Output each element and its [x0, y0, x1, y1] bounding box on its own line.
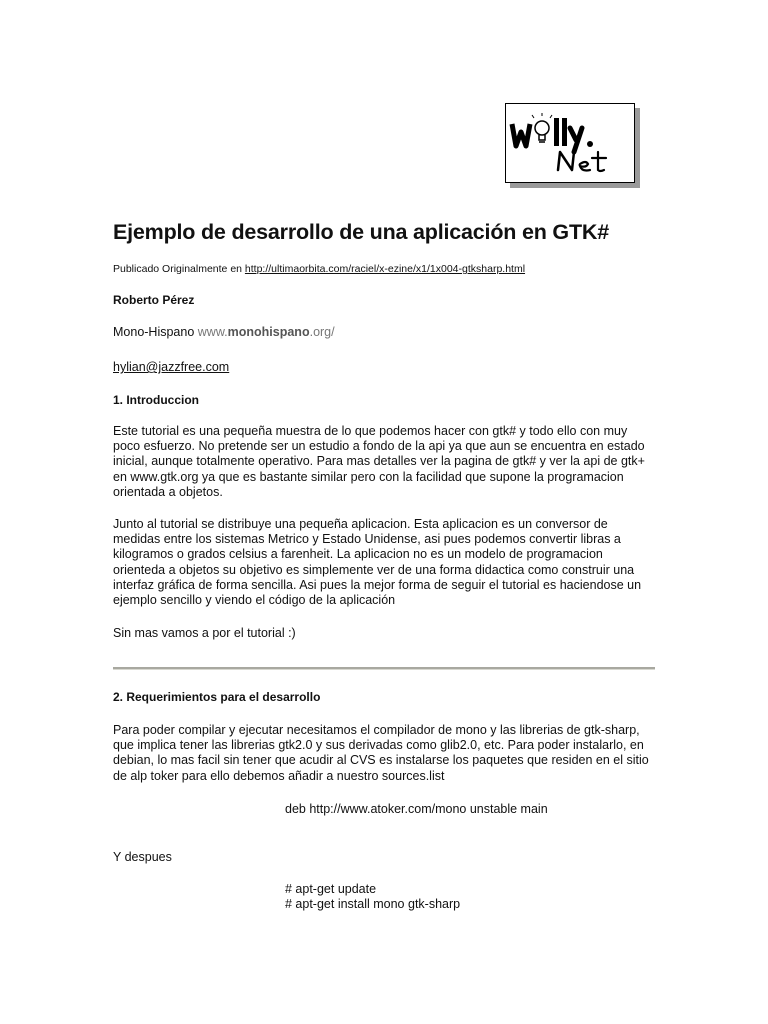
sources-list-code	[285, 802, 548, 817]
intro-paragraph-1	[113, 424, 645, 500]
paragraph-line: ejemplo sencillo y viendo el código de la aplicación	[113, 593, 396, 608]
published-prefix: Publicado Originalmente en	[113, 263, 245, 275]
paragraph-line: debian, lo mas facil sin tener que acudir al CVS es instalarse los paquetes que residen en el sitio	[113, 753, 649, 768]
paragraph-line: medidas entre los sistemas Metrico y Estado Unidense, asi pues podemos convertir libras a	[113, 532, 621, 547]
author-email-link[interactable]: hylian@jazzfree.com	[113, 360, 230, 374]
organization-name: Mono-Hispano	[113, 325, 198, 339]
paragraph-line: orienteda a objetos su objetivo es simplemente ver de una forma didactica como construir una	[113, 562, 635, 577]
code-line: deb http://www.atoker.com/mono unstable main	[285, 802, 548, 816]
paragraph-line: orientada a objetos.	[113, 484, 223, 499]
paragraph-line: interfaz gráfica de forma sencilla. Asi pues la mejor forma de seguir el tutorial es haciendose un	[113, 577, 642, 592]
requirements-paragraph	[113, 723, 649, 784]
organization-line	[113, 325, 335, 339]
section-divider	[113, 667, 655, 670]
paragraph-line: poco esfuerzo. No pretende ser un estudio a fondo de la api ya que aun se encuentra en estado	[113, 439, 645, 454]
paragraph-line: inicial, aunque totalmente operativo. Para mas detalles ver la pagina de gtk# y ver la api de gtk+	[113, 454, 645, 469]
paragraph-line: de alp toker para ello debemos añadir a nuestro sources.list	[113, 768, 445, 783]
published-line	[113, 263, 525, 275]
paragraph-line: Para poder compilar y ejecutar necesitamos el compilador de mono y las librerias de gtk-sharp,	[113, 723, 640, 737]
document-title: Ejemplo de desarrollo de una aplicación en GTK#	[113, 220, 609, 244]
then-text	[113, 850, 172, 865]
section-2-heading: 2. Requerimientos para el desarrollo	[113, 690, 321, 704]
wollynet-logo	[505, 103, 635, 183]
wollynet-logo-image	[506, 104, 634, 182]
paragraph-line: kilogramos o grados celsius a farenheit. La aplicacion no es un modelo de programacion	[113, 547, 603, 562]
author-name: Roberto Pérez	[113, 293, 195, 307]
code-line: # apt-get update	[285, 882, 377, 896]
paragraph-line: Junto al tutorial se distribuye una pequeña aplicacion. Esta aplicacion es un conversor de	[113, 517, 608, 531]
intro-paragraph-3	[113, 626, 296, 641]
organization-url-prefix[interactable]: www.	[197, 325, 228, 339]
paragraph-line: Sin mas vamos a por el tutorial :)	[113, 626, 296, 640]
logo-frame	[505, 103, 635, 183]
organization-url-suffix[interactable]: .org/	[309, 325, 335, 339]
published-link[interactable]: http://ultimaorbita.com/raciel/x-ezine/x1/1x004-gtksharp.html	[244, 263, 526, 275]
paragraph-line: Y despues	[113, 850, 172, 864]
section-1-heading: 1. Introduccion	[113, 393, 200, 407]
organization-url-domain[interactable]: monohispano	[227, 325, 310, 339]
apt-get-code	[285, 882, 460, 912]
intro-paragraph-2	[113, 517, 641, 608]
paragraph-line: en www.gtk.org ya que es bastante similar pero con la facilidad que supone la programacion	[113, 469, 624, 484]
paragraph-line: Este tutorial es una pequeña muestra de lo que podemos hacer con gtk# y todo ello con muy	[113, 424, 628, 438]
code-line: # apt-get install mono gtk-sharp	[285, 897, 461, 912]
paragraph-line: que implica tener las librerias gtk2.0 y sus derivadas como glib2.0, etc. Para poder instalarlo, en	[113, 738, 644, 753]
